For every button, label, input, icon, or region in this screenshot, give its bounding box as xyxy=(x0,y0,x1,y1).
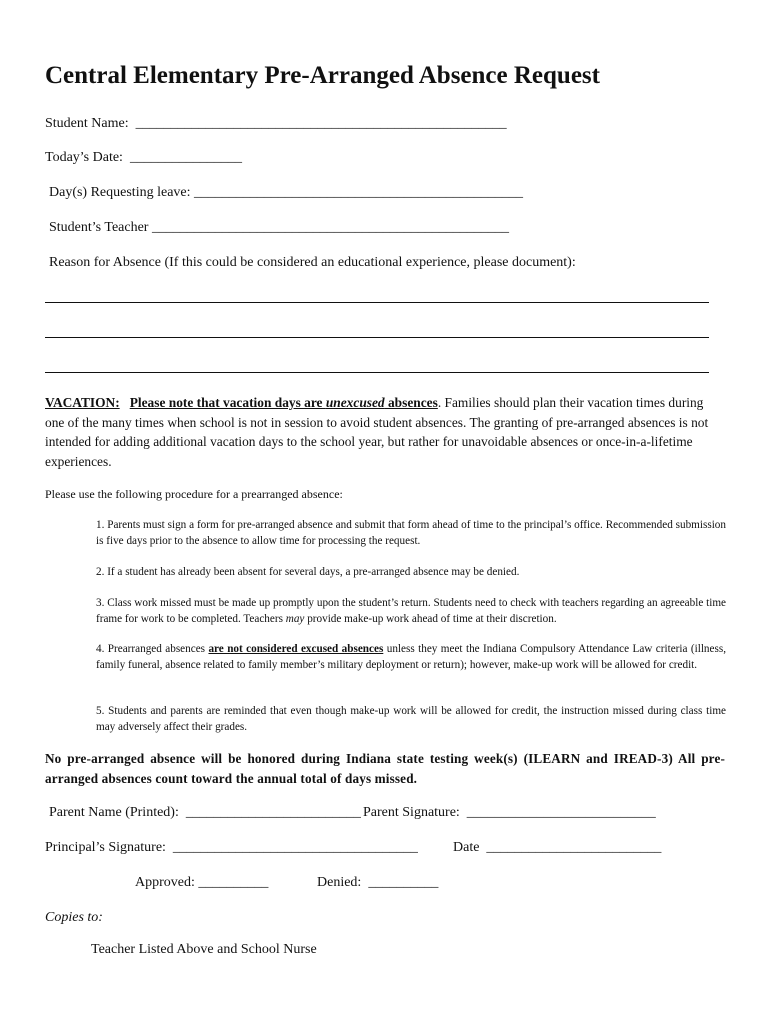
procedure-item-3-text: 3. Class work missed must be made up promptly upon the student’s return. Students need to check with teachers regarding an agreeable time frame for work to be completed. Teachers xyxy=(96,597,726,625)
days-requesting-field[interactable]: Day(s) Requesting leave: _______________________________________________ xyxy=(49,185,524,200)
procedure-item-3 xyxy=(96,596,726,627)
procedure-item-1: 1. Parents must sign a form for pre-arranged absence and submit that form ahead of time to the principal’s office. Recommended submission is five days prior to the absence to allow time for processing the request. xyxy=(96,519,726,547)
student-name-field[interactable]: Student Name: _____________________________________________________ xyxy=(45,116,507,131)
vacation-notice-em: unexcused xyxy=(325,395,385,410)
procedure-item-2: 2. If a student has already been absent for several days, a pre-arranged absence may be denied. xyxy=(96,566,520,578)
vacation-paragraph xyxy=(45,393,725,471)
vacation-notice-a: Please note that vacation days are xyxy=(129,395,326,410)
procedure-item-4-a: 4. Prearranged absences xyxy=(96,643,209,655)
vacation-body-first: . Families should plan their vacation times xyxy=(437,395,666,410)
reason-line-2[interactable] xyxy=(45,337,709,338)
procedure-item-3-end: provide make-up work ahead of time at their discretion. xyxy=(304,612,557,625)
approved-field[interactable]: Approved: __________ xyxy=(135,875,269,890)
procedure-item-4-b: unless they meet the Indiana Compulsory Attendance Law criteria (illness, family funeral, absence related to family member’s military deployment or return); however, make-up work will be allowed for credit. xyxy=(96,643,726,671)
parent-name-field[interactable]: Parent Name (Printed): _________________________ xyxy=(49,805,361,820)
principal-signature-field[interactable]: Principal’s Signature: ___________________________________ xyxy=(45,840,418,855)
denied-field[interactable]: Denied: __________ xyxy=(317,875,439,890)
vacation-notice-b: absences xyxy=(384,395,438,410)
testing-notice: No pre-arranged absence will be honored during Indiana state testing week(s) (ILEARN and IREAD-3) All pre-arranged absences count toward the annual total of days missed. xyxy=(45,751,725,786)
copies-label: Copies to: xyxy=(45,910,103,925)
page-title: Central Elementary Pre-Arranged Absence Request xyxy=(45,62,600,89)
procedure-item-4 xyxy=(96,642,726,673)
procedure-item-5: 5. Students and parents are reminded that even though make-up work will be allowed for credit, the instruction missed during class time may adversely affect their grades. xyxy=(96,705,726,733)
copies-recipients: Teacher Listed Above and School Nurse xyxy=(91,942,317,957)
reason-label: Reason for Absence (If this could be considered an educational experience, please document): xyxy=(49,255,576,270)
date-field[interactable]: Date _________________________ xyxy=(453,840,662,855)
procedure-intro: Please use the following procedure for a prearranged absence: xyxy=(45,487,343,501)
vacation-body-rest: during one of the many times when school is not in session to avoid student absences. The granting of pre-arranged absences is not intended for adding additional vacation days to the school year, but rather for unavoidable absences or once-in-a-lifetime experiences. xyxy=(45,395,709,469)
parent-signature-field[interactable]: Parent Signature: ___________________________ xyxy=(363,805,656,820)
procedure-item-4-em: are not considered excused absences xyxy=(208,643,384,655)
todays-date-field[interactable]: Today’s Date: ________________ xyxy=(45,150,242,165)
reason-line-1[interactable] xyxy=(45,302,709,303)
vacation-label: VACATION: xyxy=(45,395,120,410)
reason-line-3[interactable] xyxy=(45,372,709,373)
students-teacher-field[interactable]: Student’s Teacher ___________________________________________________ xyxy=(49,220,509,235)
procedure-item-3-em: may xyxy=(285,612,305,625)
